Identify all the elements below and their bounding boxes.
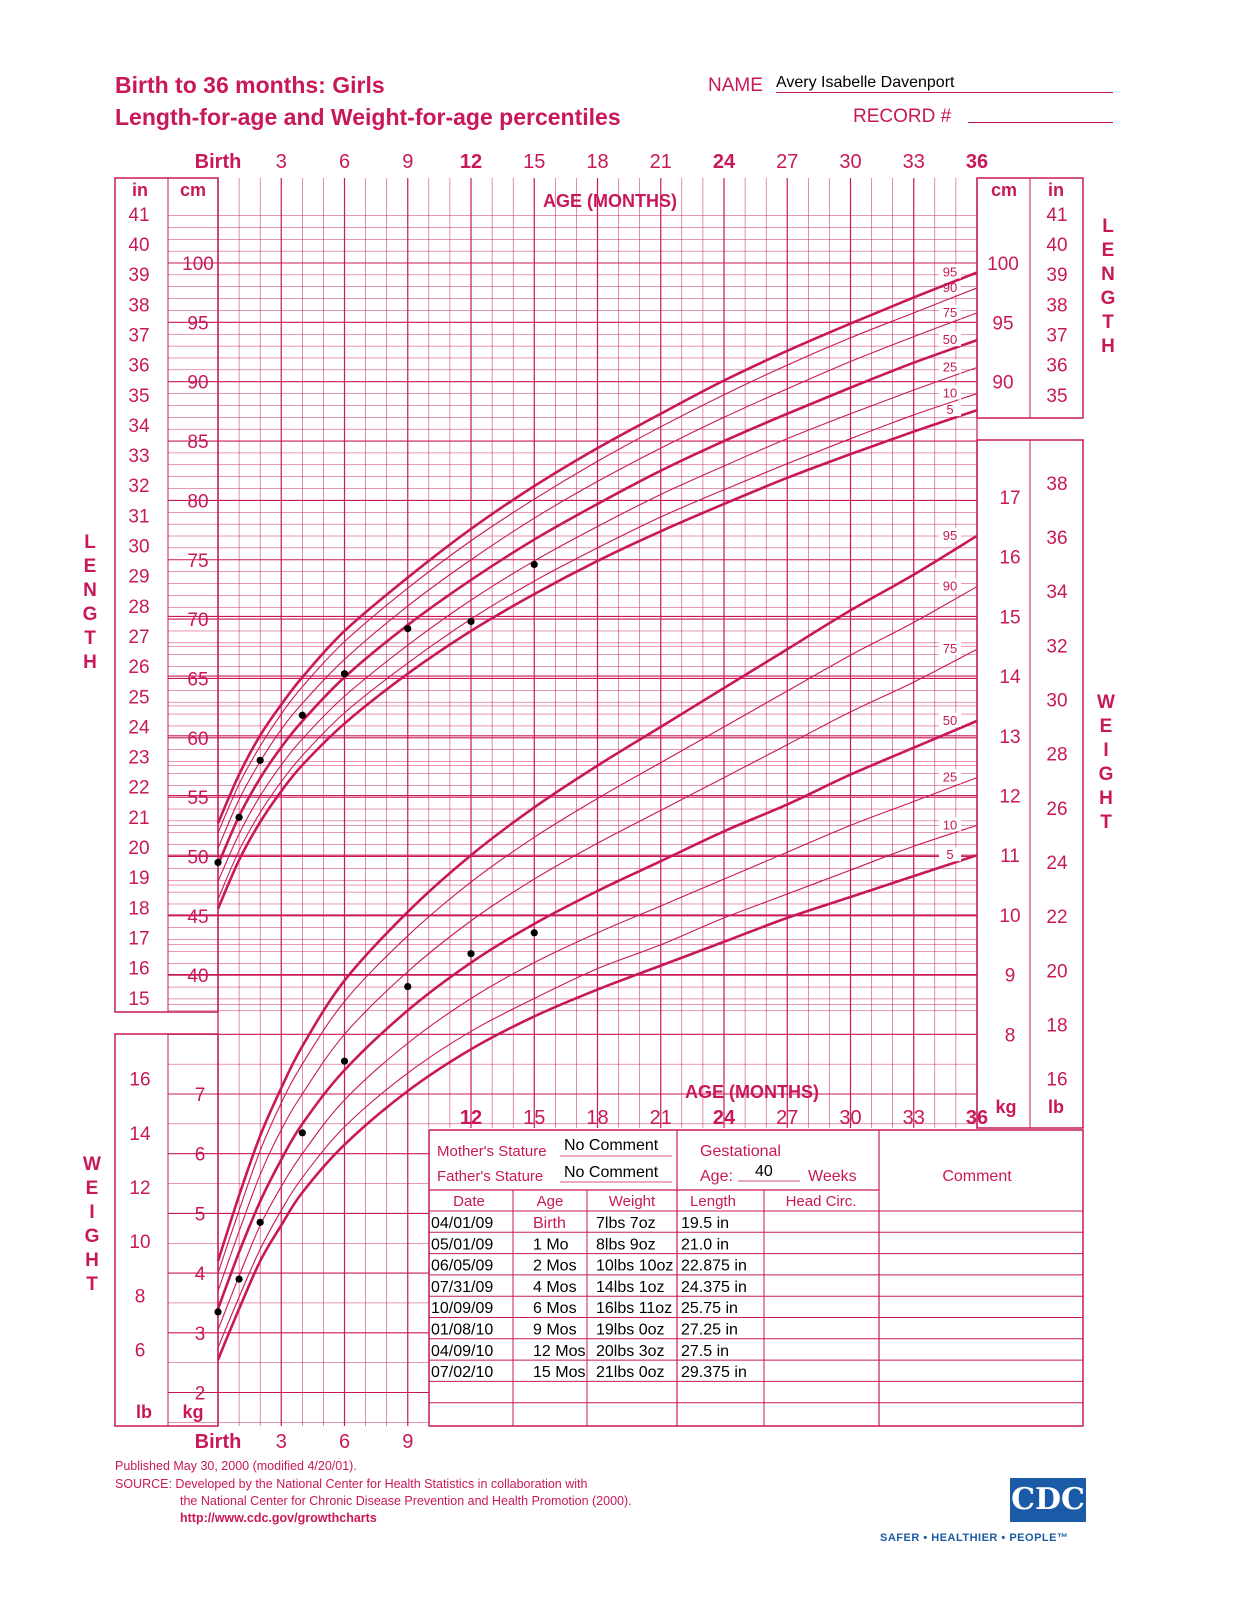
kg-tick-right: 11 <box>1000 846 1020 868</box>
table-cell: 2 Mos <box>533 1257 577 1275</box>
gestational-age-label: Age: <box>700 1168 733 1185</box>
lb-tick-right: 32 <box>1046 636 1068 658</box>
kg-tick-right: 13 <box>999 726 1021 748</box>
weight-side-label-right: E <box>1099 716 1113 737</box>
in-tick-left: 30 <box>128 536 150 558</box>
lb-tick-left: 14 <box>129 1123 151 1145</box>
length-data-point <box>235 814 242 821</box>
x-tick-mid-label: 33 <box>902 1107 925 1129</box>
in-tick-left: 25 <box>128 687 150 709</box>
weight-side-label-right: H <box>1099 788 1113 809</box>
x-tick-top-label: 15 <box>523 151 546 173</box>
table-cell: 8lbs 9oz <box>596 1236 656 1254</box>
kg-tick-right: 17 <box>999 488 1021 509</box>
cm-tick-left: 40 <box>187 966 209 988</box>
lb-tick-right: 20 <box>1046 961 1068 983</box>
unit-cm-right: cm <box>990 180 1018 200</box>
table-cell: 14lbs 1oz <box>596 1278 665 1296</box>
table-cell: 6 Mos <box>533 1300 577 1318</box>
x-tick-top-label: Birth <box>194 151 242 173</box>
x-tick-top-label: 12 <box>459 151 483 173</box>
table-header-cell: Date <box>453 1193 485 1210</box>
in-tick-right: 37 <box>1046 325 1068 347</box>
kg-tick-left: 7 <box>194 1085 206 1106</box>
in-tick-left: 23 <box>128 747 150 769</box>
lb-tick-right: 36 <box>1046 528 1068 550</box>
x-tick-bottom-label: Birth <box>194 1431 242 1453</box>
table-cell: Birth <box>533 1215 566 1232</box>
kg-tick-left: 4 <box>194 1264 206 1286</box>
cdc-logo: CDC <box>1010 1478 1086 1522</box>
kg-tick-right: 8 <box>1004 1025 1016 1047</box>
chart-title-line2: Length-for-age and Weight-for-age percentiles <box>115 104 621 130</box>
table-cell: 24.375 in <box>681 1278 747 1296</box>
table-cell: 21lbs 0oz <box>596 1364 665 1382</box>
weight-side-label-left: T <box>86 1274 98 1295</box>
table-cell: 04/09/10 <box>431 1342 494 1360</box>
table-cell: 07/02/10 <box>431 1364 494 1382</box>
in-tick-left: 17 <box>128 928 150 950</box>
x-tick-top-label: 21 <box>649 151 672 173</box>
length-side-label-left: L <box>84 532 96 553</box>
cm-tick-left: 55 <box>187 788 209 810</box>
x-tick-top-label: 36 <box>965 151 989 173</box>
table-cell: 22.875 in <box>681 1257 747 1275</box>
x-tick-mid-label: 30 <box>839 1107 862 1129</box>
weight-side-label-right: I <box>1103 740 1109 761</box>
table-header-cell: Length <box>690 1193 736 1210</box>
weight-data-point <box>214 1308 221 1315</box>
length-data-point <box>341 670 348 677</box>
lb-tick-right: 22 <box>1046 907 1068 929</box>
length-side-label-left: E <box>83 556 97 577</box>
table-cell: 29.375 in <box>681 1364 747 1382</box>
unit-kg-right: kg <box>995 1097 1017 1117</box>
x-tick-bottom-label: 9 <box>402 1431 414 1453</box>
x-tick-mid-label: 24 <box>712 1107 736 1129</box>
length-side-label-left: G <box>82 604 98 625</box>
cdc-tagline: SAFER • HEALTHIER • PEOPLE™ <box>880 1532 1069 1544</box>
table-cell: 27.25 in <box>681 1321 738 1339</box>
length-curve-label-p10: 10 <box>942 385 958 401</box>
table-header-cell: Head Circ. <box>785 1193 857 1210</box>
table-cell: 21.0 in <box>681 1236 730 1254</box>
length-curve-label-p5: 5 <box>946 402 954 418</box>
x-tick-bottom-label: 3 <box>275 1431 287 1453</box>
weight-curve-label-p75: 75 <box>942 641 958 657</box>
length-curve-label-p95: 95 <box>942 264 958 280</box>
table-cell: 19.5 in <box>681 1215 730 1232</box>
lb-tick-right: 34 <box>1046 582 1068 604</box>
weight-data-point <box>341 1058 348 1065</box>
in-tick-right: 40 <box>1046 235 1068 257</box>
kg-tick-left: 5 <box>194 1204 206 1226</box>
x-tick-top-label: 30 <box>839 151 862 173</box>
unit-lb-right: lb <box>1048 1097 1064 1117</box>
table-cell: 20lbs 3oz <box>596 1342 665 1360</box>
kg-tick-right: 14 <box>999 667 1021 689</box>
lb-tick-left: 6 <box>134 1340 146 1362</box>
in-tick-left: 31 <box>128 506 150 528</box>
lb-tick-right: 38 <box>1046 473 1068 495</box>
mother-stature-value: No Comment <box>564 1137 659 1154</box>
kg-tick-right: 12 <box>999 786 1021 808</box>
cm-tick-left: 75 <box>187 550 209 572</box>
length-curve-label-p75: 75 <box>942 304 958 320</box>
x-axis-label-top: AGE (MONTHS) <box>543 191 677 211</box>
cm-tick-left: 60 <box>187 728 209 750</box>
unit-cm-left: cm <box>179 180 207 200</box>
weight-data-point <box>257 1219 264 1226</box>
in-tick-left: 21 <box>128 807 150 829</box>
table-cell: 15 Mos <box>533 1364 586 1382</box>
lb-tick-left: 10 <box>129 1232 151 1254</box>
kg-tick-right: 9 <box>1004 965 1016 987</box>
weight-data-point <box>531 929 538 936</box>
in-tick-left: 18 <box>128 898 150 920</box>
x-tick-mid-label: 21 <box>649 1107 672 1129</box>
lb-tick-left: 16 <box>129 1069 151 1091</box>
weight-side-label-right: T <box>1100 812 1112 833</box>
unit-kg-left: kg <box>182 1402 204 1422</box>
in-tick-left: 24 <box>128 717 150 739</box>
length-data-point <box>257 757 264 764</box>
in-tick-left: 27 <box>128 626 150 648</box>
table-cell: 06/05/09 <box>431 1257 494 1275</box>
lb-tick-left: 8 <box>134 1286 146 1308</box>
length-side-label-right: N <box>1101 264 1115 285</box>
length-side-label-left: N <box>83 580 97 601</box>
length-side-label-left: T <box>84 628 96 649</box>
cm-tick-right: 90 <box>992 372 1014 394</box>
in-tick-right: 36 <box>1046 355 1068 377</box>
length-side-label-right: L <box>1102 216 1114 237</box>
length-data-point <box>467 618 474 625</box>
cm-tick-left: 65 <box>187 669 209 691</box>
weight-data-point <box>467 950 474 957</box>
table-cell: 7lbs 7oz <box>596 1215 656 1232</box>
weight-side-label-left: E <box>85 1178 99 1199</box>
source-url[interactable]: http://www.cdc.gov/growthcharts <box>180 1511 377 1525</box>
unit-lb-left: lb <box>136 1402 152 1422</box>
x-tick-top-label: 24 <box>712 151 736 173</box>
in-tick-left: 20 <box>128 838 150 860</box>
table-cell: 16lbs 11oz <box>596 1300 673 1318</box>
x-tick-mid-label: 15 <box>523 1107 546 1129</box>
weight-data-point <box>299 1129 306 1136</box>
in-tick-right: 39 <box>1046 265 1068 287</box>
x-tick-top-label: 6 <box>338 151 351 173</box>
weight-side-label-right: G <box>1098 764 1114 785</box>
weight-side-label-left: I <box>89 1202 95 1223</box>
weight-data-point <box>235 1275 242 1282</box>
table-cell: 10/09/09 <box>431 1300 494 1318</box>
in-tick-left: 29 <box>128 566 150 588</box>
x-tick-mid-label: 18 <box>586 1107 609 1129</box>
x-tick-mid-label: 12 <box>459 1107 483 1129</box>
weight-side-label-right: W <box>1097 692 1115 713</box>
in-tick-right: 41 <box>1046 204 1068 226</box>
in-tick-left: 33 <box>128 446 150 468</box>
in-tick-right: 35 <box>1046 385 1068 407</box>
table-header-cell: Weight <box>608 1193 656 1210</box>
lb-tick-right: 24 <box>1046 852 1068 874</box>
source-line2: the National Center for Chronic Disease Prevention and Health Promotion (2000). <box>180 1494 632 1508</box>
name-field[interactable]: Avery Isabelle Davenport <box>776 74 1113 93</box>
weight-data-point <box>404 983 411 990</box>
in-tick-left: 19 <box>128 868 150 890</box>
length-side-label-right: E <box>1101 240 1115 261</box>
x-tick-top-label: 33 <box>902 151 925 173</box>
table-cell: 25.75 in <box>681 1300 738 1318</box>
weight-side-label-left: H <box>85 1250 99 1271</box>
name-label: NAME <box>708 75 763 96</box>
length-curve-label-p50: 50 <box>942 332 958 348</box>
gestational-age-value: 40 <box>755 1163 773 1180</box>
in-tick-left: 26 <box>128 657 150 679</box>
cm-tick-left: 70 <box>187 610 209 632</box>
length-data-point <box>404 625 411 632</box>
cm-tick-left: 90 <box>187 372 209 394</box>
table-cell: 07/31/09 <box>431 1278 494 1296</box>
in-tick-right: 38 <box>1046 295 1068 317</box>
in-tick-left: 39 <box>128 265 150 287</box>
x-tick-top-label: 27 <box>776 151 799 173</box>
weight-side-label-left: G <box>84 1226 100 1247</box>
comment-label: Comment <box>942 1168 1012 1185</box>
weight-curve-label-p10: 10 <box>942 817 958 833</box>
length-side-label-right: H <box>1101 336 1115 357</box>
unit-in-left: in <box>132 180 148 200</box>
in-tick-left: 15 <box>128 988 150 1010</box>
in-tick-left: 36 <box>128 355 150 377</box>
length-data-point <box>531 561 538 568</box>
lb-tick-right: 26 <box>1046 798 1068 820</box>
weight-curve-label-p50: 50 <box>942 712 958 728</box>
weight-curve-label-p25: 25 <box>942 769 958 785</box>
table-cell: 1 Mo <box>533 1236 569 1254</box>
table-cell: 9 Mos <box>533 1321 577 1339</box>
cm-tick-right: 95 <box>992 313 1014 335</box>
father-stature-label: Father's Stature <box>437 1168 544 1185</box>
cm-tick-left: 80 <box>187 491 209 513</box>
table-cell: 4 Mos <box>533 1278 577 1296</box>
weight-curve-label-p90: 90 <box>942 578 958 594</box>
kg-tick-left: 3 <box>194 1323 206 1345</box>
unit-in-right: in <box>1048 180 1064 200</box>
weight-curve-label-p95: 95 <box>942 527 958 543</box>
x-tick-bottom-label: 6 <box>338 1431 351 1453</box>
lb-tick-left: 12 <box>129 1177 151 1199</box>
father-stature-value: No Comment <box>564 1164 659 1181</box>
in-tick-left: 40 <box>128 235 150 257</box>
in-tick-left: 38 <box>128 295 150 317</box>
table-cell: 12 Mos <box>533 1342 586 1360</box>
in-tick-left: 34 <box>128 415 150 437</box>
cm-tick-left: 45 <box>187 906 209 928</box>
cm-tick-left: 50 <box>187 847 209 869</box>
lb-tick-right: 18 <box>1046 1015 1068 1037</box>
kg-tick-left: 2 <box>194 1383 206 1405</box>
in-tick-left: 32 <box>128 476 150 498</box>
x-tick-top-label: 9 <box>402 151 414 173</box>
table-header-cell: Age <box>536 1193 564 1210</box>
in-tick-left: 35 <box>128 385 150 407</box>
cm-tick-left: 95 <box>187 313 209 335</box>
mother-stature-label: Mother's Stature <box>437 1143 547 1160</box>
length-side-label-right: T <box>1102 312 1114 333</box>
length-curve-label-p25: 25 <box>942 359 958 375</box>
lb-tick-right: 30 <box>1046 690 1068 712</box>
in-tick-left: 16 <box>128 958 150 980</box>
gestational-label: Gestational <box>700 1143 781 1160</box>
table-cell: 10lbs 10oz <box>596 1257 674 1275</box>
x-tick-top-label: 18 <box>586 151 609 173</box>
in-tick-left: 37 <box>128 325 150 347</box>
weeks-label: Weeks <box>808 1168 857 1185</box>
table-cell: 27.5 in <box>681 1342 730 1360</box>
record-label: RECORD # <box>853 106 952 127</box>
x-tick-top-label: 3 <box>275 151 287 173</box>
source-line1: SOURCE: Developed by the National Center for Health Statistics in collaboration with <box>115 1477 588 1491</box>
cm-tick-right: 100 <box>987 254 1019 275</box>
length-side-label-left: H <box>83 652 97 673</box>
table-cell: 19lbs 0oz <box>596 1321 665 1339</box>
kg-tick-right: 16 <box>999 547 1021 569</box>
weight-curve-label-p5: 5 <box>946 847 954 863</box>
length-side-label-right: G <box>1100 288 1116 309</box>
cm-tick-left: 100 <box>182 254 214 275</box>
in-tick-left: 22 <box>128 777 150 799</box>
x-axis-label-mid: AGE (MONTHS) <box>685 1082 819 1102</box>
kg-tick-right: 10 <box>999 905 1021 927</box>
length-data-point <box>214 859 221 866</box>
chart-title-line1: Birth to 36 months: Girls <box>115 72 385 98</box>
cm-tick-left: 85 <box>187 432 209 454</box>
table-cell: 04/01/09 <box>431 1215 494 1232</box>
lb-tick-right: 28 <box>1046 744 1068 766</box>
in-tick-left: 28 <box>128 596 150 618</box>
x-tick-mid-label: 27 <box>776 1107 799 1129</box>
table-cell: 01/08/10 <box>431 1321 494 1339</box>
x-tick-mid-label: 36 <box>965 1107 989 1129</box>
weight-side-label-left: W <box>83 1154 101 1175</box>
length-curve-label-p90: 90 <box>942 279 958 295</box>
published-note: Published May 30, 2000 (modified 4/20/01). <box>115 1459 357 1473</box>
kg-tick-left: 6 <box>194 1144 206 1166</box>
length-data-point <box>299 712 306 719</box>
lb-tick-right: 16 <box>1046 1069 1068 1091</box>
kg-tick-right: 15 <box>999 607 1021 629</box>
table-cell: 05/01/09 <box>431 1236 494 1254</box>
in-tick-left: 41 <box>128 204 150 226</box>
